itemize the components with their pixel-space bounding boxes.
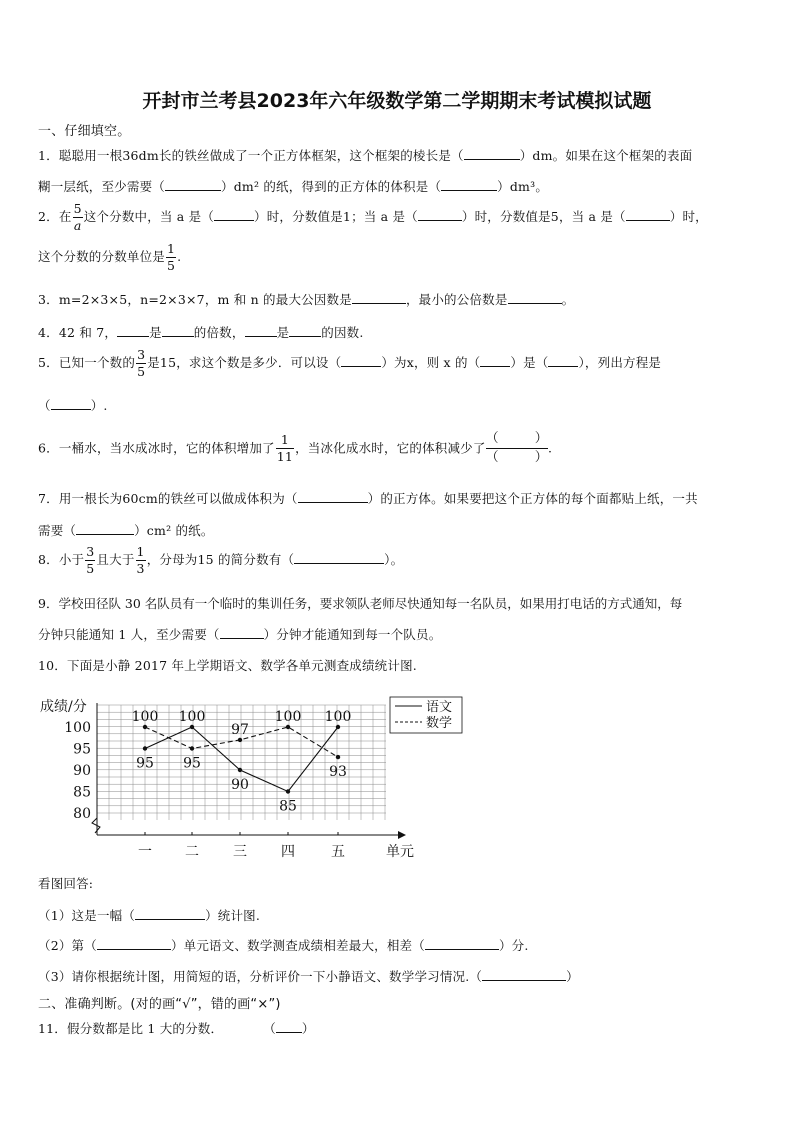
question-5-line-1: 5．已知一个数的 $\frac{3}{5}$ 是15，求这个数是多少．可以设（ ）为x，则 x 的（ ）是（ ），列出方程是: [38, 347, 662, 379]
x-tick-label: 二: [185, 844, 199, 860]
fraction-1-over-11: $\frac{1}{11}$: [276, 432, 294, 464]
question-5-line-2: （ ）.: [38, 398, 108, 413]
legend-label: 数学: [426, 716, 453, 731]
question-4: 4．42 和 7， 是 的倍数， 是 的因数.: [38, 325, 364, 340]
question-7-line-1: 7．用一根长为60cm的铁丝可以做成体积为（ ）的正方体。如果要把这个正方体的每个面都贴上纸，一共: [38, 491, 698, 506]
data-point: [190, 746, 194, 750]
data-point: [336, 755, 340, 759]
data-point: [238, 768, 242, 772]
answer-blank[interactable]: [425, 938, 499, 950]
answer-intro: 看图回答:: [38, 876, 94, 891]
y-tick-label: 80: [73, 806, 91, 822]
question-2-line-1: 2．在 $\frac{5}{a}$ 这个分数中，当 a 是（ ）时，分数值是1；当 a 是（ ）时，分数值是5，当 a 是（ ）时，: [38, 201, 708, 233]
question-1-line-1: 1．聪聪用一根36dm长的铁丝做成了一个正方体框架，这个框架的棱长是（ ）dm。如果在这个框架的表面: [38, 148, 693, 163]
fraction-3-over-5: $\frac{3}{5}$: [137, 347, 146, 379]
data-label: 85: [279, 798, 297, 815]
sub-question-1: （1）这是一幅（ ）统计图.: [38, 908, 261, 923]
data-point: [190, 725, 194, 729]
sub-question-3: （3）请你根据统计图，用简短的语，分析评价一下小静语文、数学学习情况.（ ）: [38, 969, 579, 984]
answer-blank[interactable]: [482, 969, 566, 981]
y-tick-label: 100: [64, 720, 91, 736]
data-label: 97: [231, 721, 249, 738]
data-point: [143, 746, 147, 750]
question-7-line-2: 需要（ ）cm² 的纸。: [38, 523, 214, 538]
data-label: 100: [274, 709, 302, 725]
section-fill-blank-heading: 一、仔细填空。: [38, 124, 131, 139]
answer-blank[interactable]: [97, 938, 171, 950]
answer-fraction-blank[interactable]: $\frac{( )}{( )}$: [485, 431, 548, 466]
fraction-1-over-5: $\frac{1}{5}$: [167, 241, 176, 273]
fraction-1-over-3: $\frac{1}{3}$: [136, 544, 145, 576]
data-label: 95: [136, 755, 154, 772]
x-tick-label: 四: [281, 844, 295, 860]
x-tick-label: 三: [233, 844, 247, 860]
y-tick-label: 90: [73, 763, 91, 779]
x-axis-label: 单元: [386, 844, 414, 860]
x-tick-label: 五: [331, 844, 345, 860]
data-label: 93: [329, 764, 347, 781]
data-label: 100: [324, 709, 352, 725]
fraction-5-over-a: $\frac{5}{a}$: [73, 201, 82, 233]
data-label: 100: [178, 709, 206, 725]
data-label: 90: [231, 777, 249, 793]
y-tick-label: 95: [73, 741, 91, 758]
data-point: [143, 725, 147, 729]
question-2-line-2: 这个分数的分数单位是 $\frac{1}{5}$ .: [38, 241, 182, 273]
x-axis-arrow: [398, 831, 406, 839]
chart-legend: [390, 697, 462, 733]
section-true-false-heading: 二、准确判断。(对的画“√”，错的画“×”): [38, 997, 281, 1012]
question-9-line-1: 9．学校田径队 30 名队员有一个临时的集训任务，要求领队老师尽快通知每一名队员，如果用打电话的方式通知，每: [38, 596, 683, 611]
question-1-line-2: 糊一层纸，至少需要（ ）dm² 的纸，得到的正方体的体积是（ ）dm³。: [38, 179, 549, 194]
question-9-line-2: 分钟只能通知 1 人，至少需要（ ）分钟才能通知到每一个队员。: [38, 627, 442, 642]
data-point: [286, 789, 290, 793]
axis-break: [92, 818, 100, 833]
y-tick-label: 85: [73, 784, 91, 801]
question-11: 11．假分数都是比 1 大的分数． （ ）: [38, 1021, 315, 1036]
data-point: [238, 738, 242, 742]
question-8: 8．小于 $\frac{3}{5}$ 且大于 $\frac{1}{3}$ ，分母为15 的简分数有（ ）。: [38, 544, 404, 576]
answer-blank[interactable]: [276, 1021, 302, 1033]
answer-blank[interactable]: [135, 908, 205, 920]
data-point: [336, 725, 340, 729]
question-6: 6．一桶水，当水成冰时，它的体积增加了 $\frac{1}{11}$ ，当冰化成水时，它的体积减少了 $\frac{( )}{( )}$ .: [38, 431, 553, 466]
data-label: 100: [131, 709, 159, 725]
fraction-3-over-5: $\frac{3}{5}$: [86, 544, 95, 576]
sub-question-2: （2）第（ ）单元语文、数学测查成绩相差最大，相差（ ）分.: [38, 938, 529, 953]
data-label: 95: [183, 755, 201, 772]
question-10: 10．下面是小静 2017 年上学期语文、数学各单元测查成绩统计图.: [38, 658, 417, 673]
y-axis-label: 成绩/分: [40, 699, 87, 715]
legend-label: 语文: [426, 700, 453, 715]
data-point: [286, 725, 290, 729]
question-3: 3．m=2×3×5，n=2×3×7，m 和 n 的最大公因数是 ，最小的公倍数是 。: [38, 292, 575, 307]
x-tick-label: 一: [138, 844, 152, 860]
page-title: 开封市兰考县2023年六年级数学第二学期期末考试模拟试题: [142, 90, 652, 112]
